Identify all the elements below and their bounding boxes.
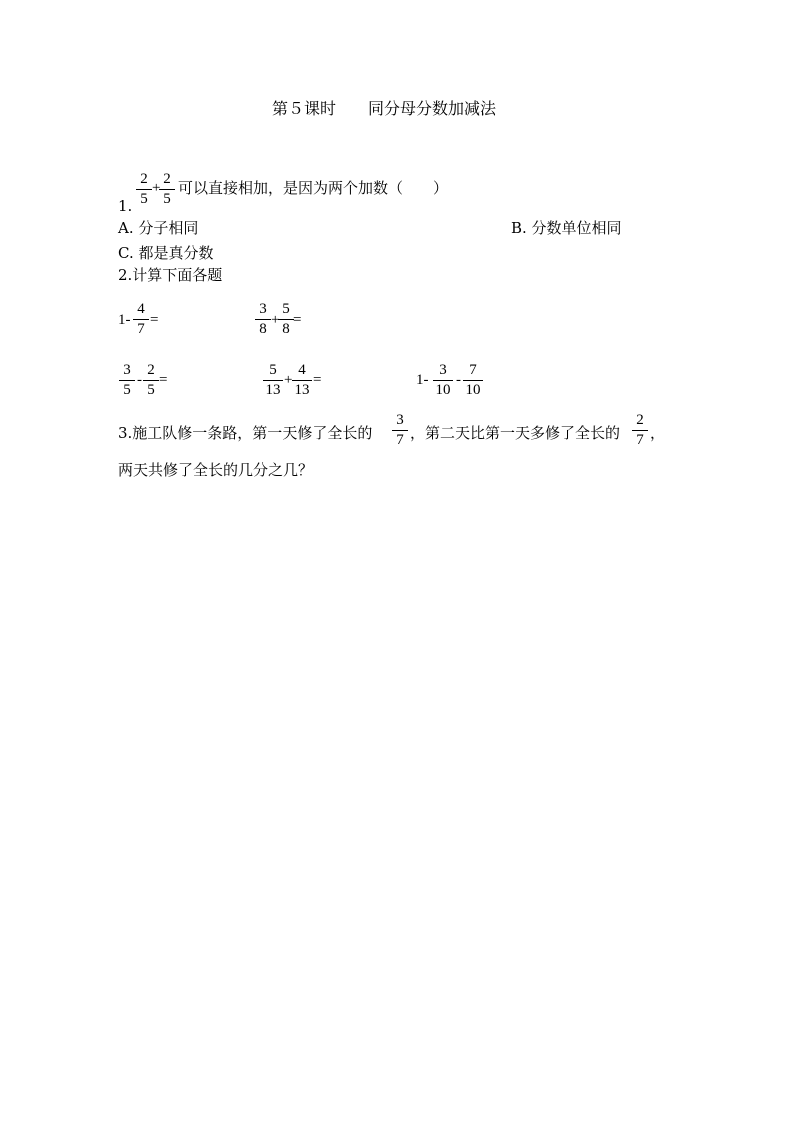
- question-heading: 2.计算下面各题: [118, 266, 223, 284]
- fraction-bar: [133, 319, 149, 320]
- numerator: 4: [298, 362, 306, 378]
- numerator: 5: [282, 301, 290, 317]
- equals-sign: =: [313, 372, 322, 388]
- fraction-bar: [463, 380, 483, 381]
- fraction: [119, 363, 135, 398]
- equals-sign: =: [159, 372, 168, 388]
- plus-sign: +: [271, 312, 280, 328]
- fraction-bar: [392, 430, 408, 431]
- minus-sign: -: [137, 372, 142, 388]
- fraction: [392, 413, 408, 448]
- equals-sign: =: [150, 312, 159, 328]
- fraction-bar: [263, 380, 283, 381]
- fraction: [255, 302, 271, 337]
- question-text: ，: [650, 424, 666, 442]
- fraction-bar: [433, 380, 453, 381]
- denominator: 10: [465, 382, 481, 398]
- option-b[interactable]: B. 分数单位相同: [511, 219, 622, 237]
- equals-sign: =: [293, 312, 302, 328]
- fraction-bar: [159, 189, 175, 190]
- denominator: 7: [396, 432, 404, 448]
- fraction-bar: [278, 319, 294, 320]
- option-c[interactable]: C. 都是真分数: [118, 244, 214, 262]
- numerator: 3: [439, 362, 447, 378]
- numerator: 3: [123, 362, 131, 378]
- page-title: 第５课时 同分母分数加减法: [272, 99, 497, 118]
- denominator: 5: [163, 191, 171, 207]
- fraction-bar: [632, 430, 648, 431]
- fraction: [263, 363, 283, 398]
- denominator: 13: [294, 382, 310, 398]
- numerator: 7: [469, 362, 477, 378]
- fraction-bar: [136, 189, 152, 190]
- fraction-bar: [143, 380, 159, 381]
- denominator: 7: [636, 432, 644, 448]
- fraction: [632, 413, 648, 448]
- fraction: [433, 363, 453, 398]
- question-text: ，第二天比第一天多修了全长的: [410, 424, 621, 442]
- numerator: 2: [636, 412, 644, 428]
- expression-lead: 1-: [416, 372, 429, 388]
- expression-lead: 1-: [118, 312, 131, 328]
- fraction-bar: [292, 380, 312, 381]
- numerator: 2: [147, 362, 155, 378]
- fraction: [463, 363, 483, 398]
- fraction: [136, 172, 152, 207]
- denominator: 8: [282, 321, 290, 337]
- question-text-line2: 两天共修了全长的几分之几？: [118, 461, 314, 479]
- option-a[interactable]: A. 分子相同: [118, 219, 199, 237]
- fraction: [143, 363, 159, 398]
- plus-sign: +: [152, 180, 161, 196]
- denominator: 13: [265, 382, 281, 398]
- numerator: 3: [259, 301, 267, 317]
- question-number: 1.: [118, 197, 133, 215]
- denominator: 7: [137, 321, 145, 337]
- numerator: 2: [163, 171, 171, 187]
- fraction: [278, 302, 294, 337]
- fraction: [159, 172, 175, 207]
- question-stem: 可以直接相加，是因为两个加数（ ）: [178, 179, 449, 197]
- numerator: 2: [140, 171, 148, 187]
- minus-sign: -: [456, 372, 461, 388]
- fraction-bar: [119, 380, 135, 381]
- numerator: 4: [137, 301, 145, 317]
- fraction-bar: [255, 319, 271, 320]
- denominator: 10: [435, 382, 451, 398]
- numerator: 3: [396, 412, 404, 428]
- numerator: 5: [269, 362, 277, 378]
- fraction: [292, 363, 312, 398]
- denominator: 5: [140, 191, 148, 207]
- plus-sign: +: [284, 372, 293, 388]
- fraction: [133, 302, 149, 337]
- denominator: 5: [123, 382, 131, 398]
- question-text: 3.施工队修一条路，第一天修了全长的: [118, 424, 373, 442]
- denominator: 5: [147, 382, 155, 398]
- denominator: 8: [259, 321, 267, 337]
